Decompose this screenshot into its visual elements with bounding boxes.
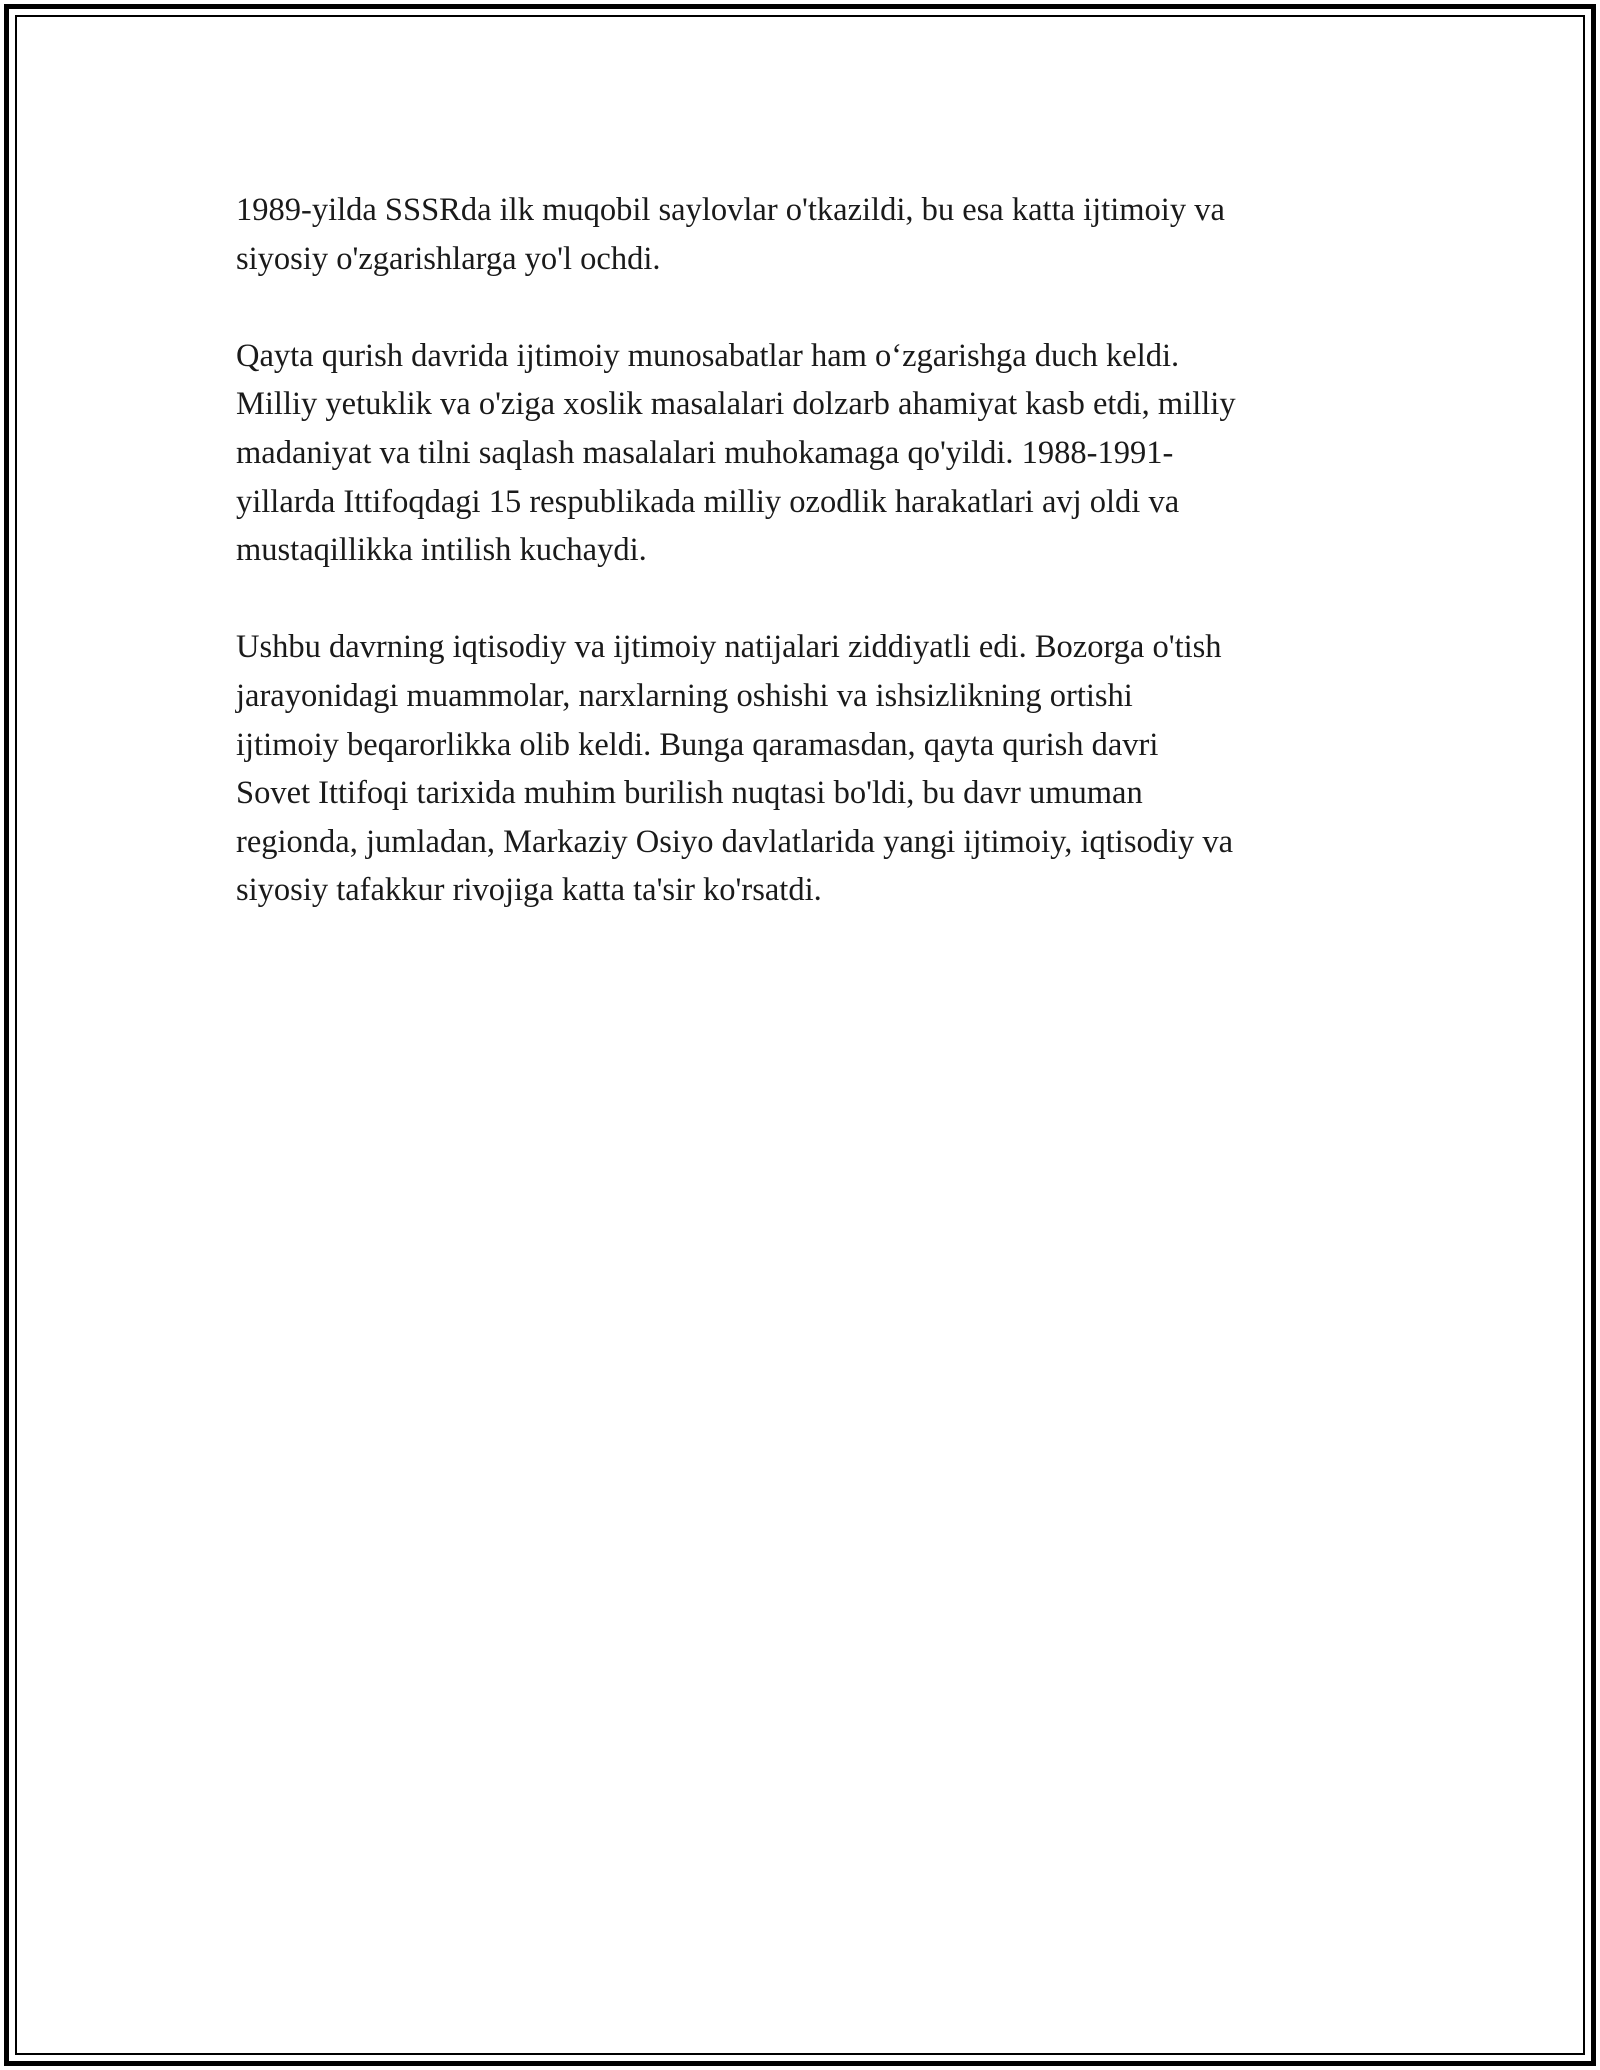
paragraph-social-relations: Qayta qurish davrida ijtimoiy munosabatlar ham o‘zgarishga duch keldi. Milliy yetuklik va o'ziga xoslik masalalari dolzarb ahamiyat kasb etdi, milliy madaniyat va tilni saqlash masalalari muhokamaga qo'yildi. 1988-1991- yillarda Ittifoqdagi 15 respublikada milliy ozodlik harakatlari avj oldi va mustaqillikka intilish kuchaydi. xyxy=(236,337,1236,569)
document-body xyxy=(236,186,1376,964)
paragraph-economic-results: Ushbu davrning iqtisodiy va ijtimoiy natijalari ziddiyatli edi. Bozorga o'tish jarayonidagi muammolar, narxlarning oshishi va ishsizlikning ortishi ijtimoiy beqarorlikka olib keldi. Bunga qaramasdan, qayta qurish davri Sovet Ittifoqi tarixida muhim burilish nuqtasi bo'ldi, bu davr umuman regionda, jumladan, Markaziy Osiyo davlatlarida yangi ijtimoiy, iqtisodiy va siyosiy tafakkur rivojiga katta ta'sir ko'rsatdi. xyxy=(236,629,1234,909)
paragraph-elections: 1989-yilda SSSRda ilk muqobil saylovlar o'tkazildi, bu esa katta ijtimoiy va siyosiy o'zgarishlarga yo'l ochdi. xyxy=(236,192,1225,277)
